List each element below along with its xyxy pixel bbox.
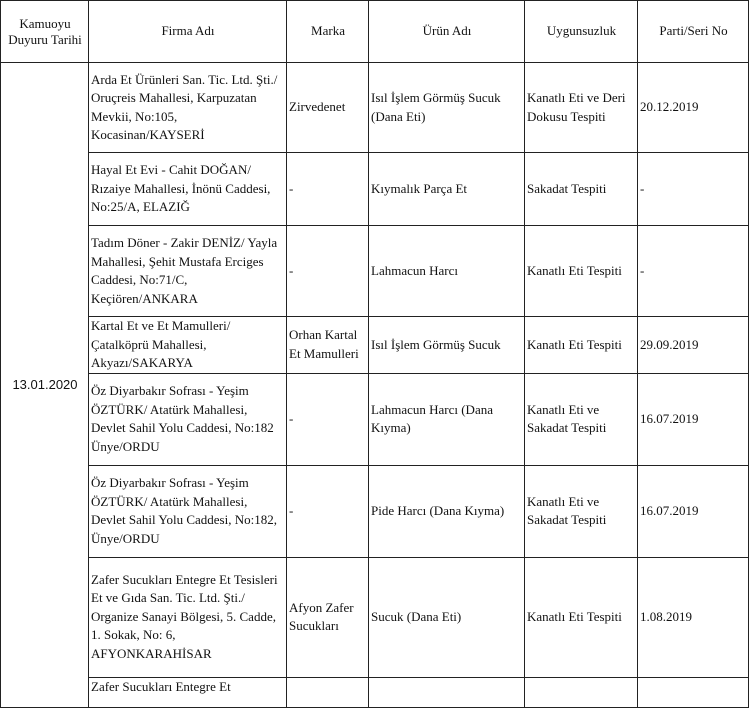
product-cell: Pide Harcı (Dana Kıyma) xyxy=(369,465,525,557)
firm-cell: Hayal Et Evi - Cahit DOĞAN/ Rızaiye Mahallesi, İnönü Caddesi, No:25/A, ELAZIĞ xyxy=(89,153,287,226)
brand-cell: - xyxy=(287,465,369,557)
header-row xyxy=(1,1,749,63)
firm-cell: Tadım Döner - Zakir DENİZ/ Yayla Mahallesi, Şehit Mustafa Erciges Caddesi, No:71/C, Keçiören/ANKARA xyxy=(89,226,287,317)
brand-cell: Orhan Kartal Et Mamulleri xyxy=(287,317,369,374)
product-cell: Kıymalık Parça Et xyxy=(369,153,525,226)
table-row xyxy=(1,63,749,153)
issue-cell: Sakadat Tespiti xyxy=(525,153,638,226)
table-row xyxy=(1,373,749,465)
issue-cell xyxy=(525,677,638,707)
brand-cell: - xyxy=(287,153,369,226)
product-cell: Lahmacun Harcı xyxy=(369,226,525,317)
table-row xyxy=(1,465,749,557)
header-issue: Uygunsuzluk xyxy=(525,1,638,63)
firm-cell: Arda Et Ürünleri San. Tic. Ltd. Şti./ Oruçreis Mahallesi, Karpuzatan Mevkii, No:105, Kocasinan/KAYSERİ xyxy=(89,63,287,153)
table-row xyxy=(1,317,749,374)
announcement-date: 13.01.2020 xyxy=(1,63,89,708)
header-date: Kamuoyu Duyuru Tarihi xyxy=(1,1,89,63)
issue-cell: Kanatlı Eti Tespiti xyxy=(525,557,638,677)
batch-cell: 20.12.2019 xyxy=(638,63,749,153)
header-product: Ürün Adı xyxy=(369,1,525,63)
batch-cell: 29.09.2019 xyxy=(638,317,749,374)
brand-cell: Afyon Zafer Sucukları xyxy=(287,557,369,677)
firm-cell: Öz Diyarbakır Sofrası - Yeşim ÖZTÜRK/ Atatürk Mahallesi, Devlet Sahil Yolu Caddesi, No:182, Ünye/ORDU xyxy=(89,465,287,557)
issue-cell: Kanatlı Eti ve Sakadat Tespiti xyxy=(525,373,638,465)
issue-cell: Kanatlı Eti Tespiti xyxy=(525,226,638,317)
firm-cell: Kartal Et ve Et Mamulleri/ Çatalköprü Mahallesi, Akyazı/SAKARYA xyxy=(89,317,287,374)
product-cell: Isıl İşlem Görmüş Sucuk (Dana Eti) xyxy=(369,63,525,153)
issue-cell: Kanatlı Eti Tespiti xyxy=(525,317,638,374)
issue-cell: Kanatlı Eti ve Sakadat Tespiti xyxy=(525,465,638,557)
issue-cell: Kanatlı Eti ve Deri Dokusu Tespiti xyxy=(525,63,638,153)
batch-cell: - xyxy=(638,153,749,226)
batch-cell: 16.07.2019 xyxy=(638,373,749,465)
batch-cell: - xyxy=(638,226,749,317)
product-cell xyxy=(369,677,525,707)
batch-cell: 16.07.2019 xyxy=(638,465,749,557)
firm-cell: Öz Diyarbakır Sofrası - Yeşim ÖZTÜRK/ Atatürk Mahallesi, Devlet Sahil Yolu Caddesi, No:182 Ünye/ORDU xyxy=(89,373,287,465)
product-cell: Isıl İşlem Görmüş Sucuk xyxy=(369,317,525,374)
table-row xyxy=(1,677,749,707)
brand-cell: - xyxy=(287,373,369,465)
product-cell: Lahmacun Harcı (Dana Kıyma) xyxy=(369,373,525,465)
brand-cell: Zirvedenet xyxy=(287,63,369,153)
header-firm: Firma Adı xyxy=(89,1,287,63)
table-row xyxy=(1,153,749,226)
table-row xyxy=(1,226,749,317)
product-cell: Sucuk (Dana Eti) xyxy=(369,557,525,677)
table-row xyxy=(1,557,749,677)
batch-cell: 1.08.2019 xyxy=(638,557,749,677)
header-brand: Marka xyxy=(287,1,369,63)
firm-cell: Zafer Sucukları Entegre Et Tesisleri Et ve Gıda San. Tic. Ltd. Şti./ Organize Sanayi Bölgesi, 5. Cadde, 1. Sokak, No: 6, AFYONKARAHİSAR xyxy=(89,557,287,677)
brand-cell xyxy=(287,677,369,707)
firm-cell: Zafer Sucukları Entegre Et xyxy=(89,677,287,707)
batch-cell xyxy=(638,677,749,707)
brand-cell: - xyxy=(287,226,369,317)
header-batch: Parti/Seri No xyxy=(638,1,749,63)
